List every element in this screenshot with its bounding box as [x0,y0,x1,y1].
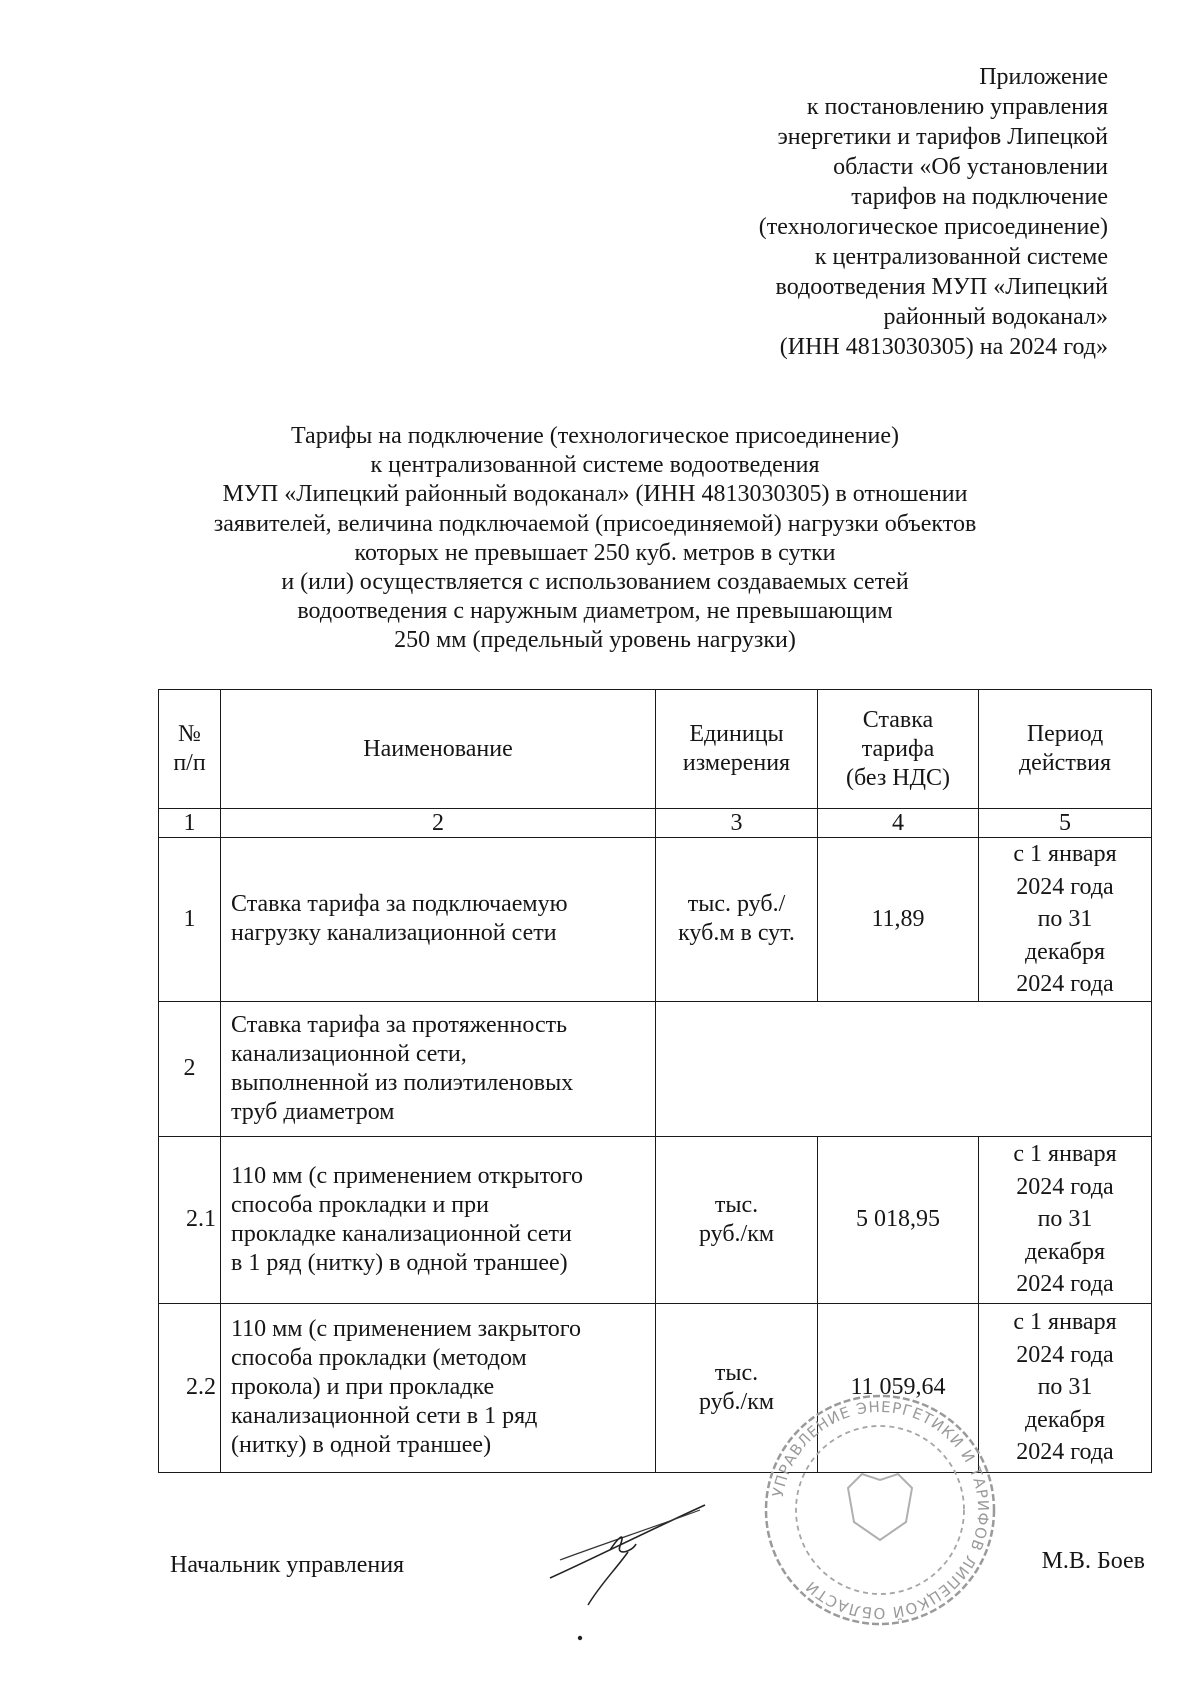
title-line: заявителей, величина подключаемой (присоединяемой) нагрузки объектов [213,510,977,537]
signatory-name: М.В. Боев [1041,1548,1145,1574]
header-line: районный водоканал» [883,304,1108,330]
title-line: Тарифы на подключение (технологическое присоединение) [290,423,900,449]
stamp-text: УПРАВЛЕНИЕ ЭНЕРГЕТИКИ И ТАРИФОВ ЛИПЕЦКОЙ ОБЛАСТИ [768,1397,993,1623]
row-rate: 5 018,95 [818,1136,979,1303]
column-number: 1 [159,809,221,838]
row-num: 2.2 [159,1303,221,1472]
stamp-emblem-icon [848,1474,912,1540]
row-num: 2 [159,1001,221,1136]
official-stamp [760,1390,1000,1630]
row-period: с 1 января 2024 года по 31 декабря 2024 года [979,1136,1152,1303]
header-cell-num: № п/п [159,690,221,809]
row-unit: тыс. руб./км [656,1303,818,1472]
row-name: 110 мм (с применением закрытого способа прокладки (методом прокола) и при прокладке канализационной сети в 1 ряд (нитку) в одной траншее) [221,1303,656,1472]
title-line: и (или) осуществляется с использованием создаваемых сетей [281,569,909,596]
header-line: водоотведения МУП «Липецкий [775,274,1108,300]
header-line: Приложение [979,64,1108,90]
title-line: к централизованной системе водоотведения [370,452,820,479]
header-line: (ИНН 4813030305) на 2024 год» [779,334,1108,360]
handwritten-signature [540,1490,710,1660]
table-row [159,1303,1152,1472]
row-num: 2.1 [159,1136,221,1303]
row-rate: 11,89 [818,838,979,1002]
header-block [588,62,1108,362]
document-title [150,422,1040,656]
table-row [159,838,1152,1002]
header-cell-rate: Ставка тарифа (без НДС) [818,690,979,809]
tariff-table [158,689,1152,1473]
table-row [159,1136,1152,1303]
header-line: (технологическое присоединение) [758,214,1108,240]
column-number: 3 [656,809,818,838]
header-line: области «Об установлении [833,154,1108,180]
row-unit: тыс. руб./ куб.м в сут. [656,838,818,1002]
row-name: Ставка тарифа за протяженность канализационной сети, выполненной из полиэтиленовых труб диаметром [221,1001,656,1136]
header-cell-unit: Единицы измерения [656,690,818,809]
row-num: 1 [159,838,221,1002]
header-cell-name: Наименование [221,690,656,809]
signature-stroke [560,1510,700,1560]
row-empty-span [656,1001,1152,1136]
row-period: с 1 января 2024 года по 31 декабря 2024 года [979,1303,1152,1472]
header-line: к постановлению управления [806,94,1108,120]
column-number: 5 [979,809,1152,838]
header-line: тарифов на подключение [851,184,1108,210]
column-number: 4 [818,809,979,838]
title-line: водоотведения с наружным диаметром, не превышающим [297,598,893,625]
title-line: МУП «Липецкий районный водоканал» (ИНН 4813030305) в отношении [222,481,968,508]
signature-dot [578,1636,582,1640]
row-name: Ставка тарифа за подключаемую нагрузку канализационной сети [221,838,656,1002]
row-unit: тыс. руб./км [656,1136,818,1303]
row-rate: 11 059,64 [818,1303,979,1472]
table-header-row [159,690,1152,809]
column-number-row [159,809,1152,838]
signature-stroke [588,1552,628,1605]
header-line: энергетики и тарифов Липецкой [777,124,1108,150]
row-period: с 1 января 2024 года по 31 декабря 2024 года [979,838,1152,1002]
row-name: 110 мм (с применением открытого способа прокладки и при прокладке канализационной сети в 1 ряд (нитку) в одной траншее) [221,1136,656,1303]
signature-stroke [550,1505,705,1578]
stamp-inner-ring [796,1426,964,1594]
header-line: к централизованной системе [814,244,1108,270]
stamp-outer-ring [766,1396,994,1624]
column-number: 2 [221,809,656,838]
table-row [159,1001,1152,1136]
header-cell-period: Период действия [979,690,1152,809]
signatory-position: Начальник управления [170,1552,405,1578]
title-line: которых не превышает 250 куб. метров в сутки [354,539,836,566]
title-line: 250 мм (предельный уровень нагрузки) [394,627,796,654]
